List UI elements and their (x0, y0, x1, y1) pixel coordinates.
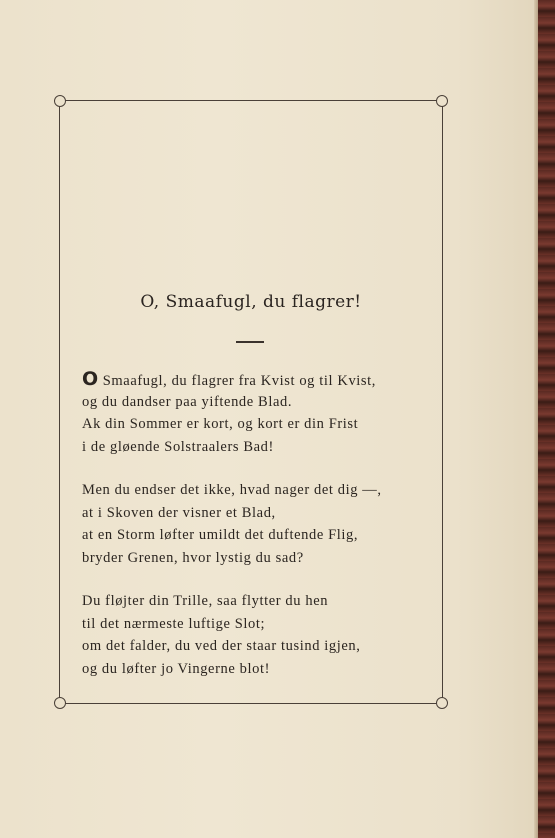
poem-line: Men du endser det ikke, hvad nager det dig —, (82, 482, 382, 498)
poem-line: til det nærmeste luftige Slot; (82, 615, 266, 632)
corner-ornament (436, 95, 448, 107)
poem-line: i de gløende Solstraalers Bad! (82, 438, 274, 455)
poem-body (82, 368, 382, 701)
drop-cap: O (82, 368, 99, 390)
corner-ornament (54, 95, 66, 107)
poem-line: Du fløjter din Trille, saa flytter du hen (82, 593, 329, 609)
poem-line: om det falder, du ved der staar tusind igjen, (82, 638, 361, 654)
poem-line: og du løfter jo Vingerne blot! (82, 660, 271, 677)
title-divider (236, 341, 264, 343)
stanza-1 (82, 368, 382, 458)
corner-ornament (436, 697, 448, 709)
poem-line: at en Storm løfter umildt det duftende Flig, (82, 527, 359, 543)
poem-title: O, Smaafugl, du flagrer! (140, 292, 362, 312)
book-binding (538, 0, 555, 838)
stanza-3 (82, 590, 382, 680)
corner-ornament (54, 697, 66, 709)
stanza-2 (82, 479, 382, 569)
poem-line: O Smaafugl, du flagrer fra Kvist og til Kvist, (82, 368, 377, 390)
poem-line: bryder Grenen, hvor lystig du sad? (82, 549, 304, 566)
poem-line: Ak din Sommer er kort, og kort er din Frist (82, 416, 359, 432)
poem-line: at i Skoven der visner et Blad, (82, 504, 276, 521)
poem-line: og du dandser paa yiftende Blad. (82, 393, 293, 410)
